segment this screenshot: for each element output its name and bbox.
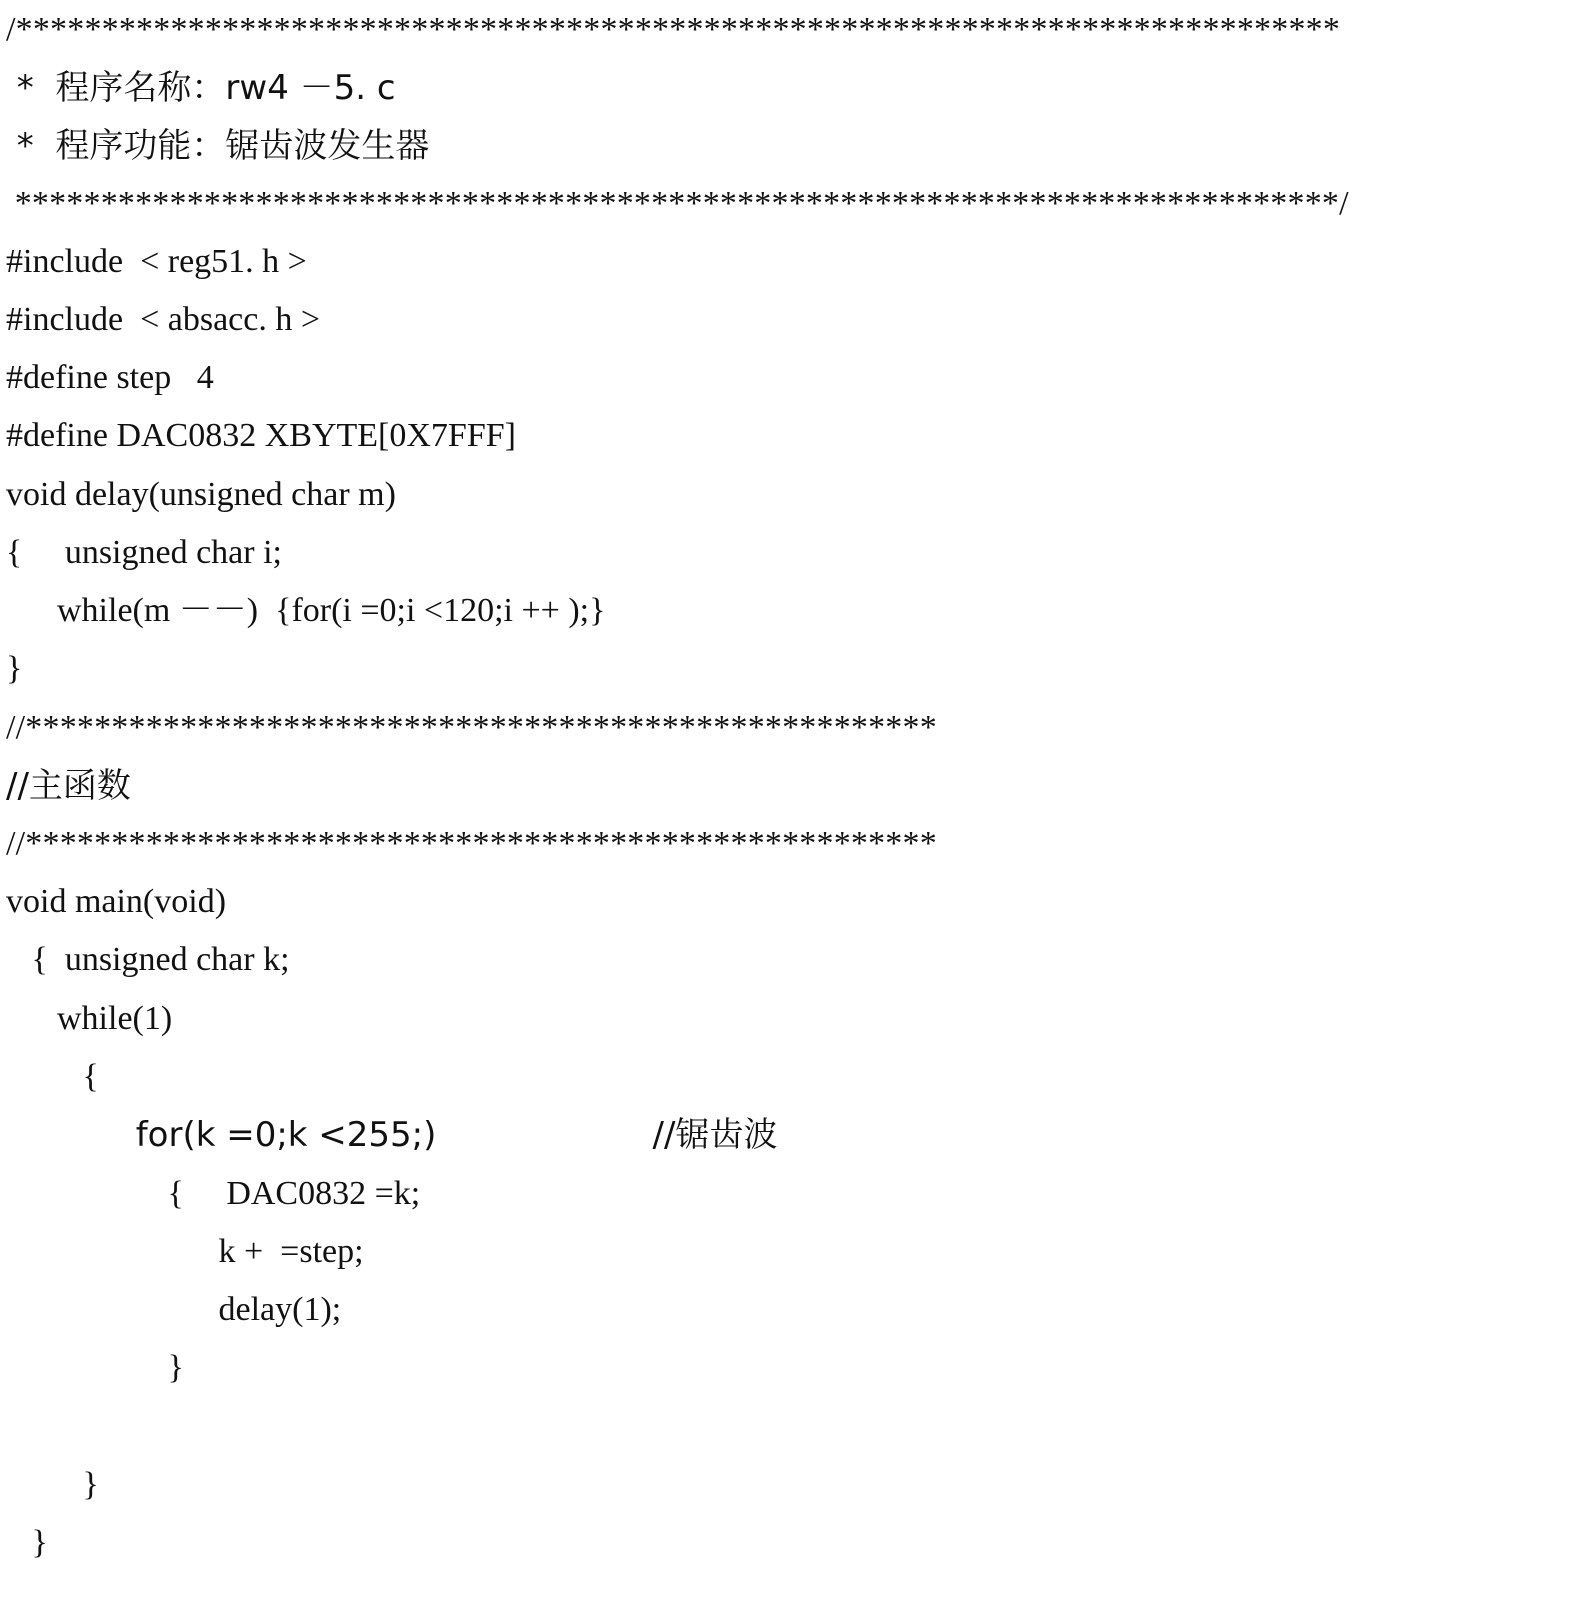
include-absacc-line: #include < absacc. h >: [6, 301, 321, 338]
main-signature-line: void main(void): [6, 883, 227, 920]
header-comment-border-top: /*****************************************************************************: [6, 11, 1341, 48]
program-function-line: * 程序功能：锯齿波发生器: [6, 126, 430, 166]
header-comment-border-bottom: *****************************************************************************/: [6, 185, 1349, 222]
include-reg51-line: #include < reg51. h >: [6, 243, 307, 280]
delay-call-line: delay(1);: [6, 1291, 342, 1328]
delay-while-line: while(m －－) {for(i =0;i <120;i ++ );}: [6, 592, 606, 629]
define-dac0832-line: #define DAC0832 XBYTE[0X7FFF]: [6, 417, 516, 454]
while-close-brace: }: [6, 1466, 99, 1503]
define-step-line: #define step 4: [6, 359, 214, 396]
step-increment-line: k + =step;: [6, 1233, 364, 1270]
dac-write-line: { DAC0832 =k;: [6, 1175, 421, 1212]
main-close-brace: }: [6, 1524, 48, 1561]
for-loop-line: for(k =0;k <255;) //锯齿波: [6, 1115, 778, 1155]
main-comment-border-bottom: //*****************************************************: [6, 825, 937, 862]
main-function-comment: //主函数: [6, 766, 131, 806]
delay-var-line: { unsigned char i;: [6, 534, 282, 571]
for-close-brace: }: [6, 1349, 184, 1386]
program-name-line: * 程序名称：rw4 －5. c: [6, 68, 396, 108]
main-var-line: { unsigned char k;: [6, 941, 290, 978]
delay-signature-line: void delay(unsigned char m): [6, 476, 396, 513]
while-open-brace: {: [6, 1058, 99, 1095]
delay-close-brace: }: [6, 650, 23, 687]
main-while-line: while(1): [6, 1000, 173, 1037]
main-comment-border-top: //*****************************************************: [6, 709, 937, 746]
